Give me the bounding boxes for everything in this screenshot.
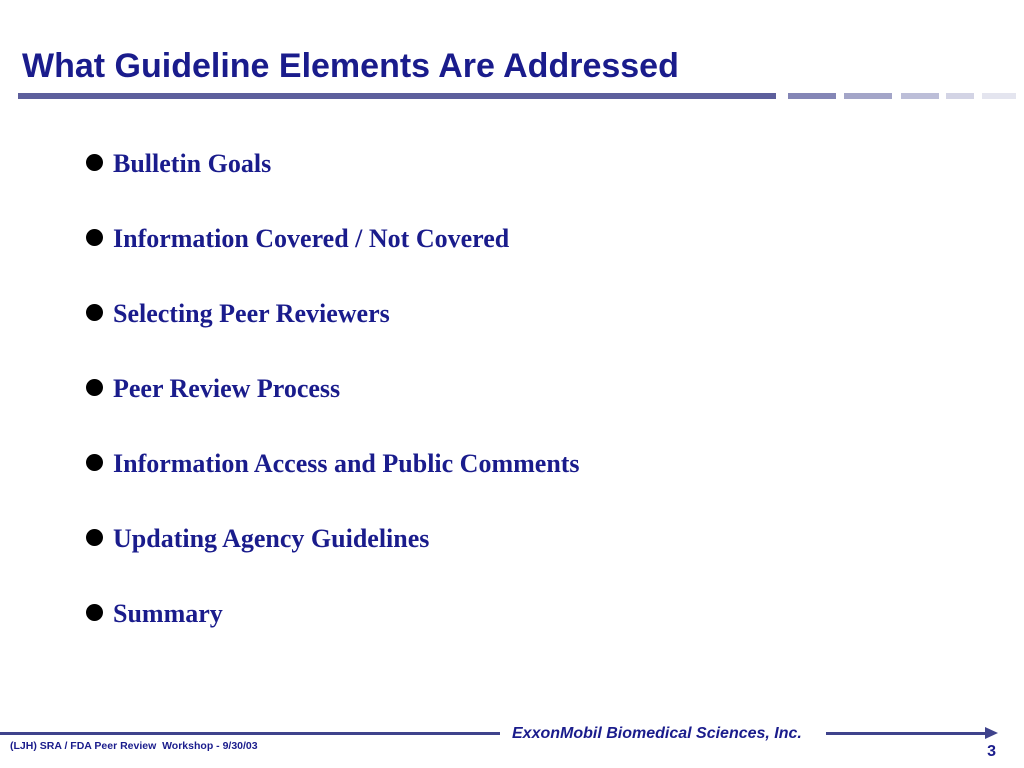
bullet-item [86,521,580,596]
bullet-text: Selecting Peer Reviewers [113,299,390,328]
bullet-dot-icon [86,154,103,171]
bullet-dot-icon [86,454,103,471]
bullet-text: Information Covered / Not Covered [113,224,510,253]
bullet-item [86,296,580,371]
title-rule-segment [982,93,1016,99]
bullet-text: Updating Agency Guidelines [113,524,430,553]
footer-rule-right [826,732,988,735]
title-rule-segment [946,93,974,99]
page-number: 3 [987,743,996,760]
bullet-list [86,146,580,671]
bullet-item [86,371,580,446]
bullet-text: Bulletin Goals [113,149,272,178]
title-rule-segment [901,93,939,99]
footer-note: (LJH) SRA / FDA Peer Review Workshop - 9/30/03 [10,740,258,752]
bullet-dot-icon [86,604,103,621]
footer-rule-left [0,732,500,735]
bullet-item [86,146,580,221]
title-rule-segment [788,93,836,99]
title-rule [18,93,776,99]
arrow-right-icon [985,727,998,739]
bullet-item [86,596,580,671]
bullet-text: Information Access and Public Comments [113,449,580,478]
bullet-dot-icon [86,229,103,246]
bullet-dot-icon [86,379,103,396]
bullet-item [86,446,580,521]
bullet-dot-icon [86,529,103,546]
slide-title: What Guideline Elements Are Addressed [22,47,679,85]
bullet-dot-icon [86,304,103,321]
bullet-text: Summary [113,599,223,628]
company-name: ExxonMobil Biomedical Sciences, Inc. [512,725,802,742]
bullet-text: Peer Review Process [113,374,341,403]
bullet-item [86,221,580,296]
title-rule-segment [844,93,892,99]
